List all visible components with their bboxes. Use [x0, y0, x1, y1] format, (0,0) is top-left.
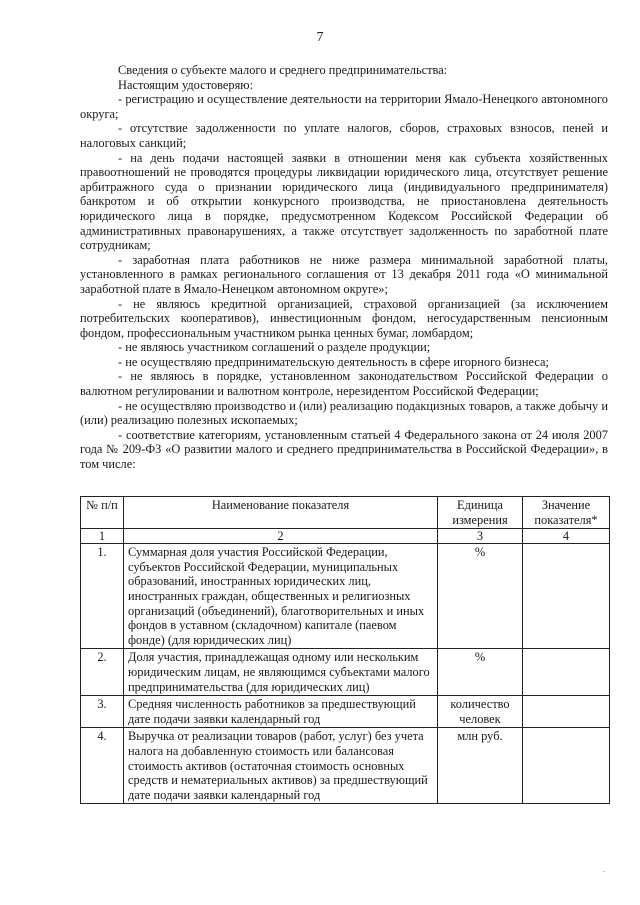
list-item: - заработная плата работников не ниже размера минимальной заработной платы, установленного в рамках регионального соглашения от 13 декабря 2011 года «О минимальной заработной плате в Ямало-Ненецком автономном округе»;	[80, 252, 608, 296]
header-number: № п/п	[81, 497, 124, 529]
list-item: - не осуществляю предпринимательскую деятельность в сфере игорного бизнеса;	[118, 354, 549, 369]
table-header-row	[81, 497, 610, 529]
row-name: Средняя численность работников за предшествующий дате подачи заявки календарный год	[124, 696, 438, 728]
list-item: - на день подачи настоящей заявки в отношении меня как субъекта хозяйственных правоотношений не проводятся процедуры ликвидации юридического лица, отсутствует решение арбитражного суда о признании юридического лица (индивидуального предпринимателя) банкротом и об открытии конкурсного производства, не приостановлена деятельность юридического лица в порядке, предусмотренном Кодексом Российской Федерации об административных правонарушениях, а также отсутствует задолженность по заработной плате сотрудникам;	[80, 150, 608, 253]
row-unit: млн руб.	[438, 728, 523, 804]
column-index: 2	[124, 529, 438, 544]
row-value-cell[interactable]	[523, 544, 610, 649]
document-body	[80, 63, 608, 472]
list-item: - регистрацию и осуществление деятельности на территории Ямало-Ненецкого автономного округа;	[80, 92, 608, 121]
list-item: - не являюсь участником соглашений о разделе продукции;	[118, 340, 431, 355]
list-item: - соответствие категориям, установленным статьей 4 Федерального закона от 24 июля 2007 года № 209-ФЗ «О развитии малого и среднего предпринимательства в Российской Федерации», в том числе:	[80, 427, 608, 472]
column-index: 4	[523, 529, 610, 544]
column-index: 1	[81, 529, 124, 544]
header-unit: Единица измерения	[438, 497, 523, 529]
row-unit: %	[438, 544, 523, 649]
column-index-row	[81, 529, 610, 544]
list-item: - не являюсь кредитной организацией, страховой организацией (за исключением потребительских кооперативов), инвестиционным фондом, негосударственным пенсионным фондом, профессиональным участником рынка ценных бумаг, ломбардом;	[80, 296, 608, 340]
row-unit: %	[438, 649, 523, 696]
certify-line: Настоящим удостоверяю:	[118, 77, 254, 92]
row-unit: количество человек	[438, 696, 523, 728]
list-item: - отсутствие задолженности по уплате налогов, сборов, страховых взносов, пеней и налоговых санкций;	[80, 121, 608, 150]
row-name: Выручка от реализации товаров (работ, услуг) без учета налога на добавленную стоимость или балансовая стоимость активов (остаточная стоимость основных средств и нематериальных активов) за предшествующий дате подачи заявки календарный год	[124, 728, 438, 804]
row-number: 4.	[81, 728, 124, 804]
table-row	[81, 649, 610, 696]
indicators-table	[80, 496, 610, 804]
row-value-cell[interactable]	[523, 696, 610, 728]
row-number: 3.	[81, 696, 124, 728]
table-row	[81, 728, 610, 804]
row-value-cell[interactable]	[523, 649, 610, 696]
table-row	[81, 696, 610, 728]
list-item: - не осуществляю производство и (или) реализацию подакцизных товаров, а также добычу и (или) реализацию полезных ископаемых;	[80, 398, 608, 428]
list-item: - не являюсь в порядке, установленном законодательством Российской Федерации о валютном регулировании и валютном контроле, нерезидентом Российской Федерации;	[80, 369, 608, 399]
intro-heading: Сведения о субъекте малого и среднего предпринимательства:	[118, 63, 448, 77]
header-value: Значение показателя*	[523, 497, 610, 529]
row-value-cell[interactable]	[523, 728, 610, 804]
scan-artifact: .	[603, 865, 605, 874]
row-number: 2.	[81, 649, 124, 696]
page-number: 7	[316, 30, 324, 45]
row-number: 1.	[81, 544, 124, 649]
row-name: Доля участия, принадлежащая одному или нескольким юридическим лицам, не являющимся субъектами малого предпринимательства (для юридических лиц)	[124, 649, 438, 696]
table-row	[81, 544, 610, 649]
column-index: 3	[438, 529, 523, 544]
row-name: Суммарная доля участия Российской Федерации, субъектов Российской Федерации, муниципальных образований, иностранных юридических лиц, иностранных граждан, общественных и религиозных организаций (объединений), благотворительных и иных фондов в уставном (складочном) капитале (паевом фонде) (для юридических лиц)	[124, 544, 438, 649]
header-name: Наименование показателя	[124, 497, 438, 529]
